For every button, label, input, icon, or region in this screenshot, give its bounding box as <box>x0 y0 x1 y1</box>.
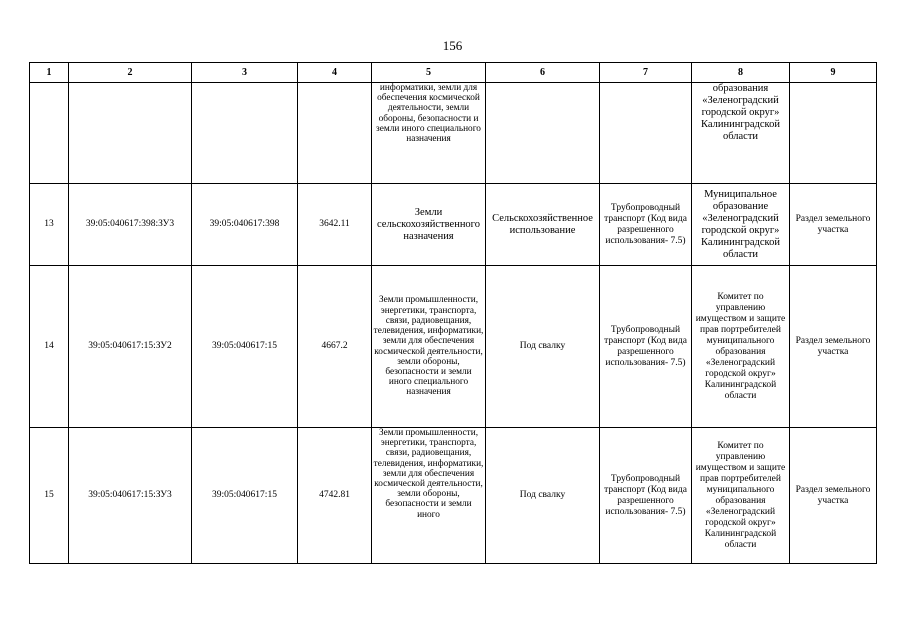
row-number-cell: 14 <box>30 266 69 428</box>
header-row <box>30 63 877 83</box>
actual-use-cell: Под свалку <box>486 266 600 428</box>
permitted-use-cell: Трубопроводный транспорт (Код вида разрешенного использования- 7.5) <box>600 428 692 564</box>
column-header: 4 <box>298 63 372 83</box>
column-header: 7 <box>600 63 692 83</box>
column-header: 8 <box>692 63 790 83</box>
table-row <box>30 184 877 266</box>
owner-cell: Муниципальное образование «Зеленоградский городской округ» Калининградской области <box>692 184 790 266</box>
permitted-use-cell: Трубопроводный транспорт (Код вида разрешенного использования- 7.5) <box>600 184 692 266</box>
page-number: 156 <box>442 38 463 53</box>
area-cell: 3642.11 <box>298 184 372 266</box>
owner-cell: Комитет по управлению имуществом и защите прав портребителей муниципального образования «Зеленоградский городской округ» Калининградской области <box>692 428 790 564</box>
new-cadastral-number-cell: 39:05:040617:15:ЗУ2 <box>69 266 192 428</box>
cadastral-number-cell: 39:05:040617:15 <box>192 266 298 428</box>
formation-method-cell: Раздел земельного участка <box>790 184 877 266</box>
table-row <box>30 428 877 564</box>
new-cadastral-number-cell: 39:05:040617:398:ЗУ3 <box>69 184 192 266</box>
owner-cell: образования «Зеленоградский городской округ» Калининградской области <box>692 83 790 184</box>
land-plots-table <box>29 62 877 564</box>
column-header: 5 <box>372 63 486 83</box>
actual-use-cell: Под свалку <box>486 428 600 564</box>
column-header: 3 <box>192 63 298 83</box>
column-header: 9 <box>790 63 877 83</box>
row-number-cell: 15 <box>30 428 69 564</box>
cadastral-number-cell: 39:05:040617:15 <box>192 428 298 564</box>
area-cell: 4667.2 <box>298 266 372 428</box>
cadastral-number-cell: 39:05:040617:398 <box>192 184 298 266</box>
land-category-cell: информатики, земли для обеспечения космической деятельности, земли обороны, безопасности и земли иного специального назначения <box>372 83 486 184</box>
land-category-cell: Земли промышленности, энергетики, транспорта, связи, радиовещания, телевидения, информатики, земли для обеспечения космической деятельности, земли обороны, безопасности и земли иного <box>372 428 486 564</box>
column-header: 2 <box>69 63 192 83</box>
row-number-cell: 13 <box>30 184 69 266</box>
owner-cell: Комитет по управлению имуществом и защите прав портребителей муниципального образования «Зеленоградский городской округ» Калининградской области <box>692 266 790 428</box>
land-category-cell: Земли сельскохозяйственного назначения <box>372 184 486 266</box>
table-row-continuation <box>30 83 877 184</box>
column-header: 1 <box>30 63 69 83</box>
land-category-cell: Земли промышленности, энергетики, транспорта, связи, радиовещания, телевидения, информатики, земли для обеспечения космической деятельности, земли обороны, безопасности и земли иного специального назначения <box>372 266 486 428</box>
area-cell: 4742.81 <box>298 428 372 564</box>
actual-use-cell: Сельскохозяйственное использование <box>486 184 600 266</box>
new-cadastral-number-cell: 39:05:040617:15:ЗУ3 <box>69 428 192 564</box>
formation-method-cell: Раздел земельного участка <box>790 266 877 428</box>
table-row <box>30 266 877 428</box>
column-header: 6 <box>486 63 600 83</box>
formation-method-cell: Раздел земельного участка <box>790 428 877 564</box>
permitted-use-cell: Трубопроводный транспорт (Код вида разрешенного использования- 7.5) <box>600 266 692 428</box>
